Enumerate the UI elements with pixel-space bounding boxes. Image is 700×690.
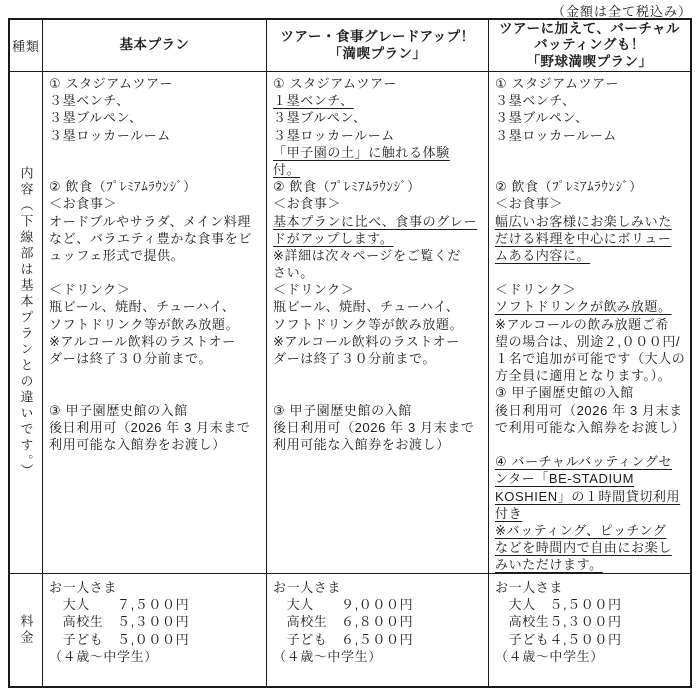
text-line xyxy=(273,367,482,384)
text-line: ソフトドリンク等が飲み放題。 xyxy=(49,316,240,332)
text-line: 高校生 ６,８００円 xyxy=(273,614,414,630)
text-line xyxy=(495,264,684,281)
text-line: 「満喫プラン」 xyxy=(328,45,427,61)
text-line: ＜お食事＞ xyxy=(495,196,564,212)
content-yakyu-mankitsu-plan xyxy=(489,72,690,574)
text-line: 利用可能な入館券をお渡し） xyxy=(273,436,450,452)
text-line: 利用可能な入館券をお渡し） xyxy=(49,436,226,452)
text-line: 幅広いお客様にお楽しみいた xyxy=(495,213,672,229)
text-line: ③ 甲子園歴史館の入館 xyxy=(273,402,412,418)
text-line: ３塁ブルペン、 xyxy=(49,110,143,126)
price-basic-plan xyxy=(43,574,267,686)
text-line: お一人さま xyxy=(273,580,342,595)
text-line: ＜お食事＞ xyxy=(49,196,118,212)
text-line: お一人さま xyxy=(49,580,118,595)
price-mankitsu-plan xyxy=(267,574,489,686)
text-line: 基本プラン xyxy=(119,37,190,53)
text-line: ＜ドリンク＞ xyxy=(495,282,577,298)
text-line: ＜お食事＞ xyxy=(273,196,342,212)
text-line: 子ども ５,０００円 xyxy=(49,631,190,647)
text-line: １名で追加が可能です（大人の xyxy=(495,351,686,366)
text-line xyxy=(49,367,260,384)
text-line xyxy=(495,436,684,453)
text-line xyxy=(495,161,684,178)
text-line: 高校生５,３００円 xyxy=(495,614,622,630)
text-line: ソフトドリンク等が飲み放題。 xyxy=(273,316,464,332)
text-line: 後日利用可（2026 年 3 月末まで xyxy=(273,419,475,435)
tax-included-note: （金額は全て税込み） xyxy=(551,4,692,19)
text-line xyxy=(49,264,260,281)
text-line: ンター「BE-STADIUM xyxy=(495,471,635,487)
price-yakyu-mankitsu-plan xyxy=(489,574,690,686)
text-line xyxy=(273,384,482,401)
text-line: （４歳～中学生） xyxy=(495,648,604,664)
text-line: 基本プランに比べ、食事のグレー xyxy=(273,213,478,229)
text-line: 大人 ５,５００円 xyxy=(495,597,622,613)
row-label-content xyxy=(10,72,43,574)
text-line: 望の場合は、別途２,０００円/ xyxy=(495,333,681,349)
text-line: 付。 xyxy=(273,161,301,177)
text-line: 「甲子園の土」に触れる体験 xyxy=(273,144,450,160)
text-line: お一人さま xyxy=(495,580,564,595)
text-line: 後日利用可（2026 年 3 月末まで xyxy=(49,419,251,435)
text-line: ツアーに加えて、バーチャル xyxy=(499,20,680,36)
text-line: 大人 ９,０００円 xyxy=(273,597,414,613)
text-line: ※アルコール飲料のラストオー xyxy=(49,333,236,349)
text-line: ダーは終了３０分前まで。 xyxy=(49,351,212,366)
text-line: ＜ドリンク＞ xyxy=(273,282,355,298)
text-line: ムある内容に。 xyxy=(495,247,591,263)
text-line: 子ども ６,５００円 xyxy=(273,631,414,647)
text-line: オードブルやサラダ、メイン料理 xyxy=(49,213,251,229)
text-line: ① スタジアムツアー xyxy=(495,76,619,91)
header-mankitsu-plan xyxy=(267,20,489,72)
text-line: ② 飲食（ﾌﾟﾚﾐｱﾑﾗｳﾝｼﾞ） xyxy=(273,179,421,195)
text-line: 方全員に適用となります。）。 xyxy=(495,368,672,384)
text-line: （４歳～中学生） xyxy=(49,648,158,664)
text-line: （４歳～中学生） xyxy=(273,648,382,664)
text-line: 「野球満喫プラン」 xyxy=(526,53,653,69)
header-yakyu-mankitsu-plan xyxy=(489,20,690,72)
text-line xyxy=(495,144,684,161)
text-line xyxy=(49,144,260,161)
text-line: ３塁ベンチ、 xyxy=(495,93,576,109)
text-line: KOSHIEN」の１時間貸切利用 xyxy=(495,488,681,504)
text-line: ３塁ベンチ、 xyxy=(49,93,130,109)
header-basic-plan xyxy=(43,20,267,72)
text-line: などを時間内で自由にお楽し xyxy=(495,540,672,556)
text-line: ③ 甲子園歴史館の入館 xyxy=(49,402,188,418)
text-line: みいただけます。 xyxy=(495,557,603,573)
text-line xyxy=(49,161,260,178)
text-line: １塁ベンチ、 xyxy=(273,93,354,109)
text-line: バッティングも！ xyxy=(534,37,645,53)
text-line: さい。 xyxy=(273,265,314,281)
text-line: ツアー・食事グレードアップ！ xyxy=(280,29,475,44)
text-line: ３塁ブルペン、 xyxy=(495,110,589,126)
text-line: 子ども４,５００円 xyxy=(495,631,622,647)
text-line: ュッフェ形式で提供。 xyxy=(49,247,185,263)
text-line: ３塁ブルペン、 xyxy=(273,110,367,126)
content-mankitsu-plan xyxy=(267,72,489,574)
text-line: ※アルコール飲料のラストオー xyxy=(273,333,460,349)
text-line: ３塁ロッカールーム xyxy=(495,127,617,143)
row-label-price-text: 料金 xyxy=(18,614,34,646)
row-label-type: 種類 xyxy=(10,20,43,72)
text-line: ダーは終了３０分前まで。 xyxy=(273,351,436,366)
text-line: ※バッティング、ピッチング xyxy=(495,522,667,538)
text-line: ソフトドリンクが飲み放題。 xyxy=(495,299,672,315)
text-line: など、バラエティ豊かな食事をビ xyxy=(49,230,252,246)
text-line: ＜ドリンク＞ xyxy=(49,282,131,298)
text-line: だける料理を中心にボリュー xyxy=(495,230,672,246)
text-line xyxy=(49,384,260,401)
text-line: 後日利用可（2026 年 3 月末ま xyxy=(495,402,683,418)
row-label-price xyxy=(10,574,43,686)
content-basic-plan xyxy=(43,72,267,574)
text-line: 瓶ビール、焼酎、チューハイ、 xyxy=(273,299,460,315)
text-line: ドがアップします。 xyxy=(273,230,394,246)
text-line: ④ バーチャルバッティングセ xyxy=(495,454,673,470)
text-line: ３塁ロッカールーム xyxy=(273,127,395,143)
text-line: ② 飲食（ﾌﾟﾚﾐｱﾑﾗｳﾝｼﾞ） xyxy=(495,179,643,195)
text-line: 高校生 ５,３００円 xyxy=(49,614,190,630)
text-line: 瓶ビール、焼酎、チューハイ、 xyxy=(49,299,236,315)
text-line: ※アルコールの飲み放題ご希 xyxy=(495,316,669,332)
text-line: ① スタジアムツアー xyxy=(273,76,397,91)
row-label-content-text: 内容（下線部は基本プランとの違いです。） xyxy=(18,165,34,480)
plan-comparison-table xyxy=(8,18,692,688)
text-line: ② 飲食（ﾌﾟﾚﾐｱﾑﾗｳﾝｼﾞ） xyxy=(49,179,197,195)
text-line: 大人 ７,５００円 xyxy=(49,597,190,613)
text-line: ③ 甲子園歴史館の入館 xyxy=(495,385,634,401)
text-line: ※詳細は次々ページをご覧くだ xyxy=(273,247,462,263)
text-line: ① スタジアムツアー xyxy=(49,76,173,91)
text-line: で利用可能な入館券をお渡し） xyxy=(495,419,686,435)
text-line: ３塁ロッカールーム xyxy=(49,127,171,143)
text-line: 付き xyxy=(495,505,523,521)
